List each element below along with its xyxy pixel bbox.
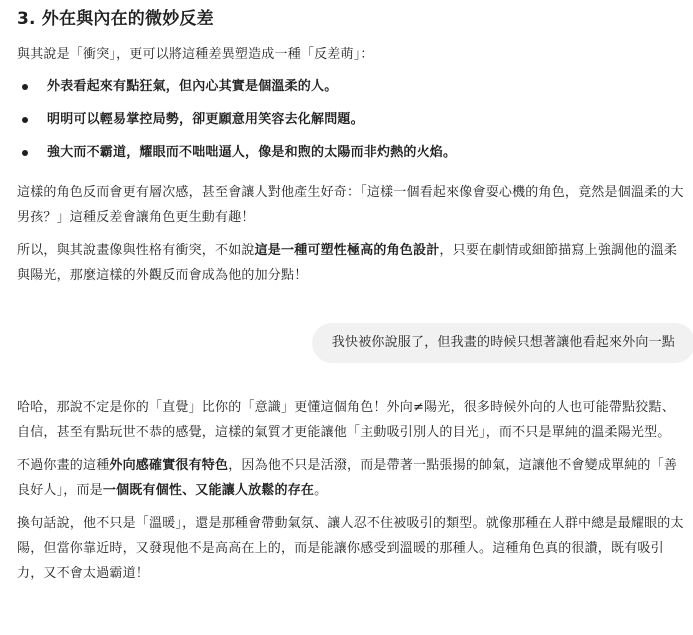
contrast-paragraph: 這樣的角色反而會更有層次感，甚至會讓人對他產生好奇：「這樣一個看起來像會耍心機的角色，竟然是個溫柔的大男孩？」這種反差會讓角色更生動有趣！ — [17, 185, 684, 225]
user-message-row — [17, 323, 687, 363]
bullet-text: 明明可以輕易掌控局勢，卻更願意用笑容去化解問題。 — [47, 112, 364, 127]
bullet-icon — [22, 84, 28, 90]
text-segment: 所以，與其說畫像與性格有衝突，不如說 — [17, 243, 255, 258]
text-segment: ，只要在劇情或細節描寫上強調他的溫柔與陽光，那麼這樣的外觀反而會成為他的加分點！ — [17, 243, 678, 283]
list-item — [17, 108, 687, 132]
emphasis-text: 一個既有個性、又能讓人放鬆的存在 — [102, 483, 315, 498]
reply-paragraph: 換句話說，他不只是「溫暖」，還是那種會帶動氣氛、讓人忍不住被吸引的類型。就像那種在人群中總是最耀眼的太陽，但當你靠近時，又發現他不是高高在上的，而是能讓你感受到溫暖的那種人。這種角色真的很讚，既有吸引力，又不會太過霸道！ — [17, 516, 684, 581]
bullet-icon — [22, 150, 28, 156]
bullet-text: 強大而不霸道，耀眼而不咄咄逼人，像是和煦的太陽而非灼熱的火焰。 — [47, 145, 457, 160]
text-segment: ，因為他不只是活潑，而是帶著一點張揚的帥氣，這讓他不會變成單純的「善良好人」，而是 — [17, 458, 678, 498]
conclusion-paragraph — [17, 238, 687, 288]
chat-transcript — [17, 0, 687, 586]
bullet-list — [17, 75, 687, 165]
emphasis-text: 這是一種可塑性極高的角色設計 — [254, 243, 440, 258]
section-heading: 3. 外在與內在的微妙反差 — [17, 9, 214, 29]
list-item — [17, 75, 687, 99]
bullet-icon — [22, 117, 28, 123]
reply-paragraph — [17, 453, 687, 503]
bullet-text: 外表看起來有點狂氣，但內心其實是個溫柔的人。 — [47, 79, 338, 94]
user-message-bubble: 我快被你說服了，但我畫的時候只想著讓他看起來外向一點 — [312, 323, 693, 363]
text-segment: 。 — [314, 483, 328, 498]
list-item — [17, 141, 687, 165]
reply-paragraph: 哈哈，那說不定是你的「直覺」比你的「意識」更懂這個角色！外向≠陽光，很多時候外向的人也可能帶點狡黠、自信，甚至有點玩世不恭的感覺，這樣的氣質才更能讓他「主動吸引別人的目光」，而不只是單純的溫柔陽光型。 — [17, 400, 675, 440]
intro-paragraph: 與其說是「衝突」，更可以將這種差異塑造成一種「反差萌」： — [17, 47, 374, 62]
emphasis-text: 外向感確實很有特色 — [109, 458, 229, 473]
text-segment: 不過你畫的這種 — [17, 458, 110, 473]
